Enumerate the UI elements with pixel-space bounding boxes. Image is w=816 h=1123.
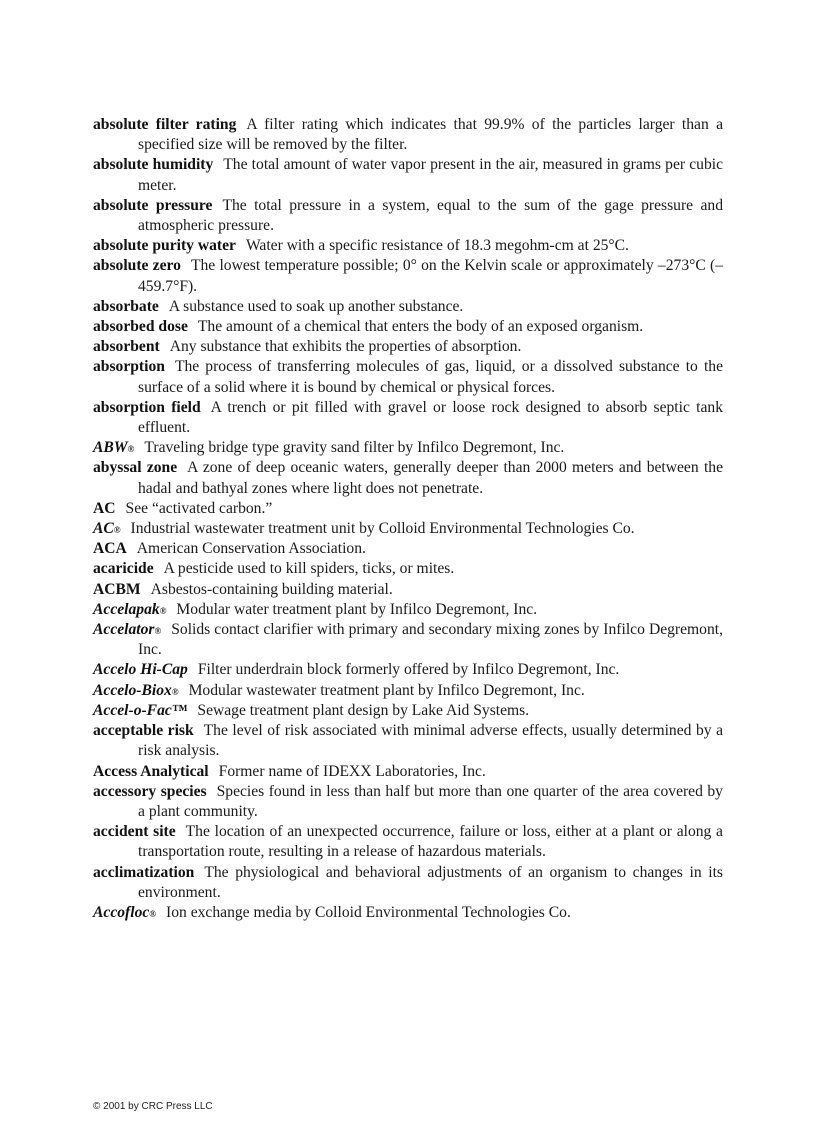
entry-definition: American Conservation Association. [136,540,366,558]
glossary-entry [93,337,723,357]
entry-definition: Any substance that exhibits the properties of absorption. [169,338,522,356]
entry-definition: A pesticide used to kill spiders, ticks, or mites. [163,560,455,578]
entry-definition: Modular wastewater treatment plant by Infilco Degremont, Inc. [188,681,585,699]
entry-term: absorption [93,358,165,376]
entry-definition: The total amount of water vapor present in the air, measured in grams per cubic meter. [138,156,724,194]
entry-term: ACBM [93,580,141,598]
entry-term: acceptable risk [93,722,194,740]
glossary-entry [93,398,723,438]
entry-definition: A trench or pit filled with gravel or loose rock designed to absorb septic tank effluent. [138,398,724,437]
glossary-entry [93,782,723,822]
entry-definition: Industrial wastewater treatment unit by Colloid Environmental Technologies Co. [130,520,635,538]
glossary-entry [93,762,723,782]
entry-definition: The location of an unexpected occurrence, failure or loss, either at a plant or along a transportation route, resulting in a release of hazardous materials. [138,823,723,861]
glossary-entry [93,438,723,458]
registered-mark: ® [159,605,167,616]
entry-term: absorption field [93,398,201,416]
entry-term: Accofloc [93,903,150,921]
entry-term: absolute zero [93,257,181,275]
registered-mark: ® [149,908,157,919]
registered-mark: ® [171,686,179,697]
glossary-entry [93,822,723,862]
entry-definition: Sewage treatment plant design by Lake Aid Systems. [197,701,530,719]
entry-definition: A zone of deep oceanic waters, generally deeper than 2000 meters and between the hadal and bathyal zones where light does not penetrate. [138,459,723,497]
entry-term: absolute filter rating [93,116,237,133]
entry-definition: The process of transferring molecules of gas, liquid, or a dissolved substance to the surface of a solid where it is bound by chemical or physical forces. [138,358,723,396]
entry-term: absorbent [93,338,160,356]
registered-mark: ® [154,626,162,637]
glossary-entry [93,701,723,721]
glossary-entry [93,458,723,498]
entry-term: Accel-o-Fac™ [93,701,188,719]
entry-definition: Water with a specific resistance of 18.3 megohm-cm at 25°C. [245,237,629,255]
copyright-footer: © 2001 by CRC Press LLC [93,1101,213,1112]
glossary-entry [93,863,723,903]
entry-definition: The amount of a chemical that enters the body of an exposed organism. [197,318,644,336]
glossary-entry [93,499,723,519]
glossary-entry [93,580,723,600]
entry-definition: A substance used to soak up another substance. [168,297,464,315]
entry-definition: The total pressure in a system, equal to the sum of the gage pressure and atmospheric pressure. [138,196,723,235]
glossary-entry [93,660,723,680]
entry-definition: The level of risk associated with minimal adverse effects, usually determined by a risk analysis. [138,722,723,760]
entry-term: ABW [93,439,128,457]
entry-definition: Former name of IDEXX Laboratories, Inc. [218,762,486,780]
entry-definition: See “activated carbon.” [125,499,273,517]
glossary-entries [93,115,723,923]
entry-term: absolute humidity [93,156,214,174]
entry-definition: Traveling bridge type gravity sand filter by Infilco Degremont, Inc. [144,439,565,457]
glossary-entry [93,681,723,701]
glossary-entry [93,115,723,155]
glossary-entry [93,317,723,337]
entry-term: ACA [93,540,127,558]
entry-term: Access Analytical [93,762,209,780]
entry-term: acclimatization [93,863,195,881]
entry-term: acaricide [93,560,154,578]
glossary-entry [93,236,723,256]
entry-term: AC [93,499,116,517]
registered-mark: ® [127,444,135,455]
entry-definition: The physiological and behavioral adjustments of an organism to changes in its environment. [138,863,723,901]
entry-term: abyssal zone [93,459,178,477]
entry-term: absorbate [93,297,159,315]
glossary-entry [93,539,723,559]
glossary-entry [93,620,723,660]
glossary-entry [93,155,723,195]
entry-term: absolute purity water [93,237,236,255]
entry-definition: The lowest temperature possible; 0° on the Kelvin scale or approximately –273°C (– 459.7°F). [138,257,723,295]
glossary-entry [93,256,723,296]
entry-definition: Species found in less than half but more than one quarter of the area covered by a plant community. [138,782,723,820]
entry-term: Accelator [93,621,155,639]
glossary-entry [93,721,723,761]
glossary-entry [93,559,723,579]
glossary-entry [93,297,723,317]
glossary-page [93,115,723,923]
glossary-entry [93,903,723,923]
entry-term: absolute pressure [93,196,213,214]
entry-definition: A filter rating which indicates that 99.9% of the particles larger than a specified size will be removed by the filter. [138,116,723,154]
entry-term: absorbed dose [93,318,188,336]
entry-term: Accelo Hi-Cap [93,661,188,679]
entry-definition: Ion exchange media by Colloid Environmental Technologies Co. [166,903,571,921]
registered-mark: ® [113,525,121,536]
entry-term: accessory species [93,782,207,800]
entry-definition: Asbestos-containing building material. [150,580,393,598]
entry-term: AC [93,520,114,538]
entry-definition: Filter underdrain block formerly offered by Infilco Degremont, Inc. [197,661,620,679]
glossary-entry [93,600,723,620]
entry-term: accident site [93,823,176,841]
entry-term: Accelapak [93,600,160,618]
glossary-entry [93,519,723,539]
entry-term: Accelo-Biox [93,681,172,699]
glossary-entry [93,357,723,397]
entry-definition: Modular water treatment plant by Infilco Degremont, Inc. [176,600,538,618]
glossary-entry [93,196,723,236]
entry-definition: Solids contact clarifier with primary and secondary mixing zones by Infilco Degremont, Inc. [138,621,723,659]
